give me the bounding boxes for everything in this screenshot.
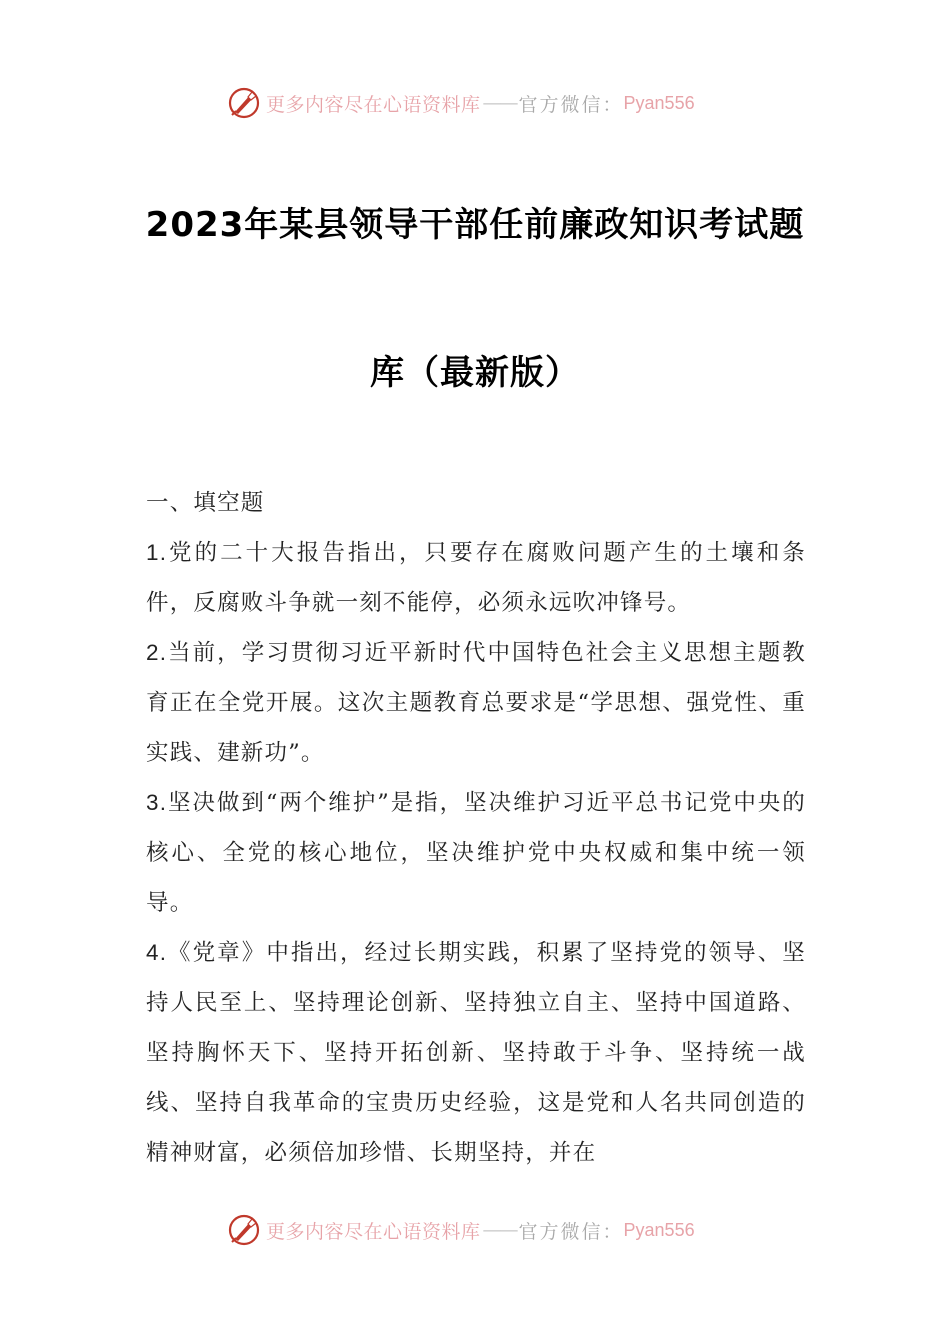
question-text: 党的二十大报告指出，只要存在腐败问题产生的土壤和条件，反腐败斗争就一刻不能停，必须永远吹冲锋号。 (146, 540, 806, 616)
question-text: 当前，学习贯彻习近平新时代中国特色社会主义思想主题教育正在全党开展。这次主题教育总要求是“学思想、强党性、重实践、建新功”。 (146, 640, 806, 766)
question-item (146, 928, 806, 1178)
watermark-brand: 更多内容尽在心语资料库 (266, 1220, 481, 1243)
question-text: 坚决做到“两个维护”是指，坚决维护习近平总书记党中央的核心、全党的核心地位，坚决维护党中央权威和集中统一领导。 (146, 790, 806, 916)
quill-pen-circle-icon (226, 85, 262, 121)
question-number: 1. (146, 540, 168, 565)
watermark-wechat-id: Pyan556 (623, 1219, 695, 1240)
watermark-wechat-id: Pyan556 (623, 92, 695, 113)
document-title-line-2: 库（最新版） (370, 353, 580, 393)
section-heading: 一、填空题 (146, 490, 265, 516)
question-text: 《党章》中指出，经过长期实践，积累了坚持党的领导、坚持人民至上、坚持理论创新、坚持独立自主、坚持中国道路、坚持胸怀天下、坚持开拓创新、坚持敢于斗争、坚持统一战线、坚持自我革命的宝贵历史经验，这是党和人名共同创造的精神财富，必须倍加珍惜、长期坚持，并在 (146, 940, 806, 1166)
quill-pen-circle-icon (226, 1212, 262, 1248)
watermark-label: 官方微信： (518, 93, 624, 116)
footer-watermark (226, 1212, 746, 1248)
watermark-dash: —— (482, 92, 517, 114)
question-number: 3. (146, 790, 168, 815)
watermark-dash: —— (482, 1219, 517, 1241)
question-item (146, 628, 806, 778)
watermark-brand: 更多内容尽在心语资料库 (266, 93, 481, 116)
document-title-line-1: 2023年某县领导干部任前廉政知识考试题 (145, 205, 805, 245)
question-number: 4. (146, 940, 168, 965)
question-item (146, 778, 806, 928)
watermark-label: 官方微信： (518, 1220, 624, 1243)
document-body (146, 478, 806, 1178)
header-watermark (226, 85, 746, 121)
question-item (146, 528, 806, 628)
question-number: 2. (146, 640, 168, 665)
